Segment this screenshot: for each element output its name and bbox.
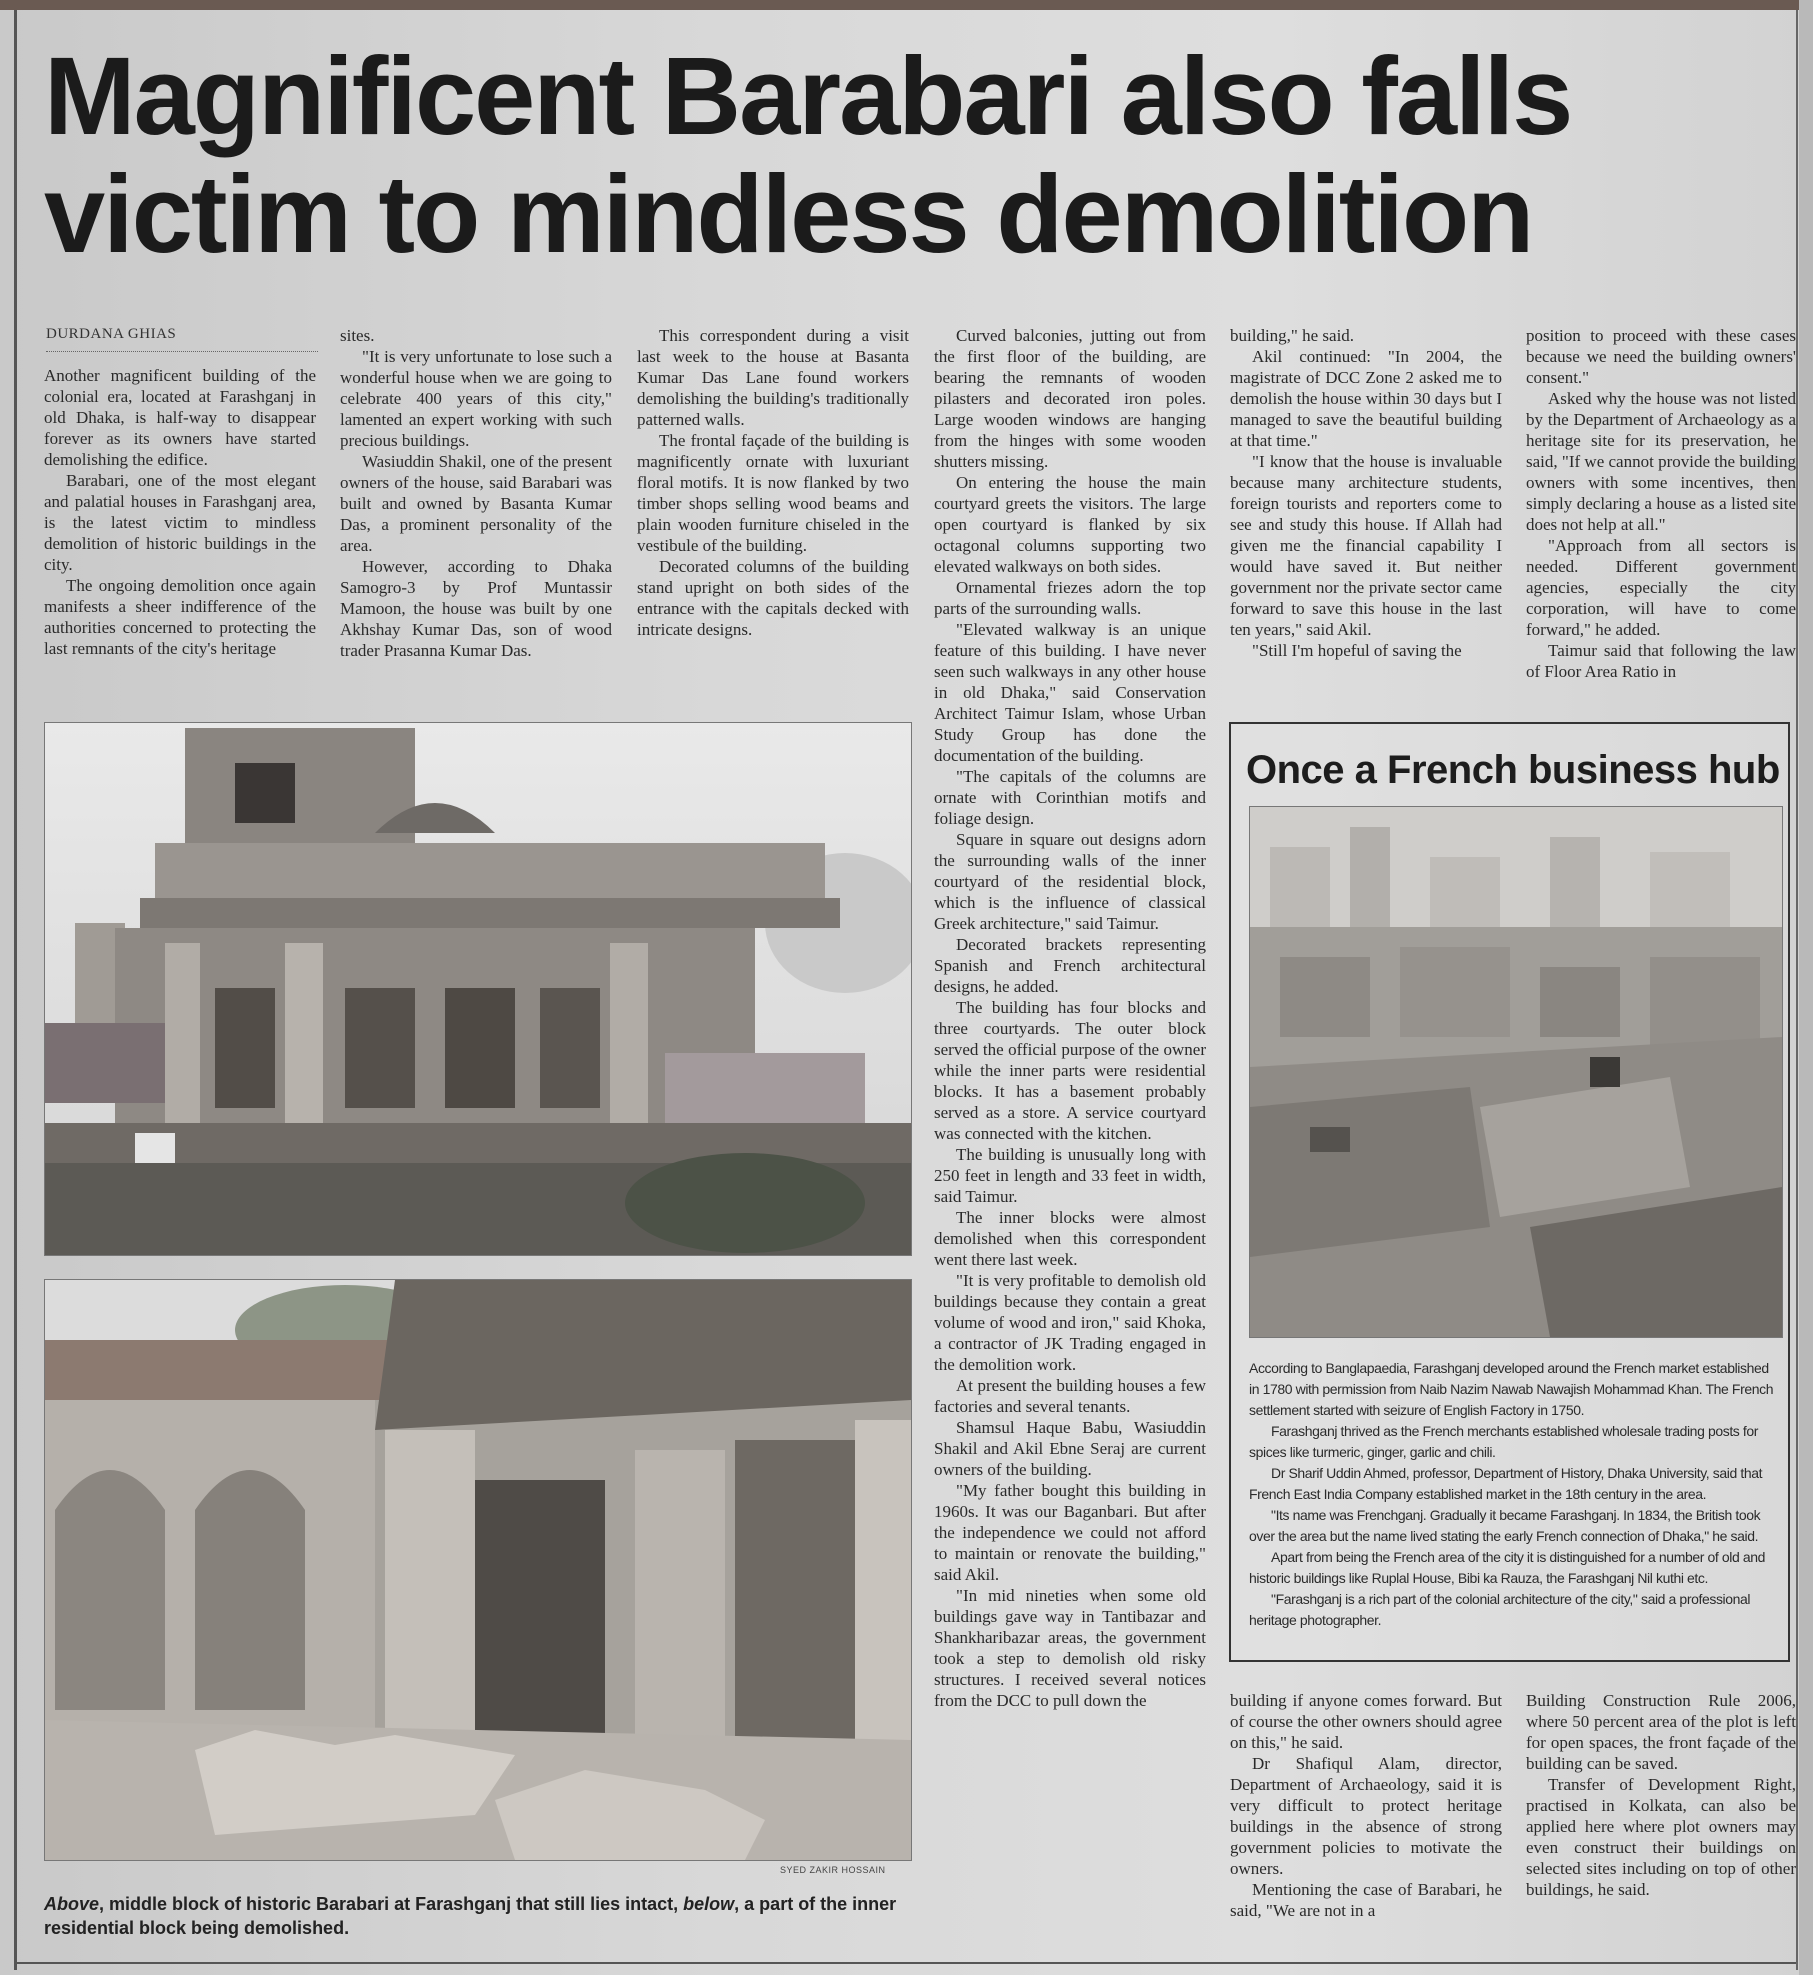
paragraph: Mentioning the case of Barabari, he said, "We are not in a <box>1230 1880 1502 1920</box>
paragraph: "Still I'm hopeful of saving the <box>1252 641 1462 660</box>
right-rule <box>1796 10 1798 1970</box>
paragraph: Asked why the house was not listed by the Department of Archaeology as a heritage site for its preservation, he said, "If we cannot provide the building owners with some incentives, then simply declaring a house as a listed site does not help at all." <box>1526 389 1796 534</box>
column-6-top <box>1526 325 1796 682</box>
paragraph: Ornamental friezes adorn the top parts of the surrounding walls. <box>934 578 1206 618</box>
sidebar-paragraph: Farashganj thrived as the French merchants established wholesale trading posts for spices like turmeric, ginger, garlic and chili. <box>1249 1423 1759 1460</box>
paragraph: Square in square out designs adorn the surrounding walls of the inner courtyard of the residential block, which is the influence of classical Greek architecture," said Taimur. <box>934 830 1206 933</box>
paragraph: Shamsul Haque Babu, Wasiuddin Shakil and Akil Ebne Seraj are current owners of the building. <box>934 1418 1206 1479</box>
caption-below-word: below <box>683 1894 735 1914</box>
paragraph: The ongoing demolition once again manifests a sheer indifference of the authorities concerned to protecting the last remnants of the city's heritage <box>44 576 316 658</box>
paragraph: "My father bought this building in 1960s. It was our Baganbari. But after the independence we could not afford to maintain or renovate the building," said Akil. <box>934 1481 1206 1584</box>
paragraph: "The capitals of the columns are ornate with Corinthian motifs and foliage design. <box>934 767 1206 828</box>
paragraph: "Elevated walkway is an unique feature of this building. I have never seen such walkways in any other house in old Dhaka," said Conservation Architect Taimur Islam, whose Urban Study Group has done the documentation of the building. <box>934 620 1206 765</box>
byline: DURDANA GHIAS <box>46 326 318 352</box>
paragraph: "It is very unfortunate to lose such a wonderful house when we are going to celebrate 400 years of this city," lamented an expert working with such precious buildings. <box>340 347 612 450</box>
column-5-bottom <box>1230 1690 1502 1921</box>
paragraph: Decorated columns of the building stand upright on both sides of the entrance with the capitals decked with intricate designs. <box>637 557 909 639</box>
paragraph: The building is unusually long with 250 feet in length and 33 feet in width, said Taimur. <box>934 1145 1206 1206</box>
column-5-top <box>1230 325 1502 661</box>
paragraph: This correspondent during a visit last week to the house at Basanta Kumar Das Lane found workers demolishing the building's traditionally patterned walls. <box>637 326 909 429</box>
sidebar-text <box>1249 1358 1781 1631</box>
paragraph: Another magnificent building of the colonial era, located at Farashganj in old Dhaka, is half-way to disappear forever as its owners have started demolishing the edifice. <box>44 366 316 469</box>
paragraph: "In mid nineties when some old buildings gave way in Tantibazar and Shankharibazar areas, the government took a step to demolish old risky structures. I received several notices from the DCC to pull down the <box>934 1586 1206 1710</box>
top-edge-band <box>0 0 1813 10</box>
column-2 <box>340 325 612 661</box>
photo-credit: SYED ZAKIR HOSSAIN <box>780 1865 886 1875</box>
photo-caption <box>44 1892 914 1940</box>
paragraph: Wasiuddin Shakil, one of the present owners of the house, said Barabari was built and owned by Basanta Kumar Das, a prominent personality of the area. <box>340 452 612 555</box>
sidebar-paragraph: Dr Sharif Uddin Ahmed, professor, Department of History, Dhaka University, said that French East India Company established market in the 18th century in the area. <box>1249 1465 1763 1502</box>
column-3 <box>637 325 909 640</box>
paragraph: Curved balconies, jutting out from the first floor of the building, are bearing the remnants of wooden pilasters and decorated iron poles. Large wooden windows are hanging from the hinges with some wooden shutters missing. <box>934 326 1206 471</box>
caption-text-2: , a part of the inner residential block being demolished. <box>44 1894 897 1938</box>
paragraph: Barabari, one of the most elegant and palatial houses in Farashganj area, is the latest victim to mindless demolition of historic buildings in the city. <box>44 471 316 574</box>
paragraph: Taimur said that following the law of Floor Area Ratio in <box>1526 641 1796 681</box>
paragraph: "It is very profitable to demolish old buildings because they contain a great volume of wood and iron," said Khoka, a contractor of JK Trading engaged in the demolition work. <box>934 1271 1206 1374</box>
paragraph: Decorated brackets representing Spanish and French architectural designs, he added. <box>934 935 1206 996</box>
paragraph: The inner blocks were almost demolished when this correspondent went there last week. <box>934 1208 1206 1269</box>
paragraph: At present the building houses a few factories and several tenants. <box>934 1376 1206 1416</box>
paragraph: Transfer of Development Right, practised in Kolkata, can also be applied here where plot owners may even construct their buildings on selected sites including on top of other buildings, he said. <box>1526 1775 1796 1899</box>
sidebar-paragraph: According to Banglapaedia, Farashganj developed around the French market established in 1780 with permission from Naib Nazim Nawab Nawajish Mohammad Khan. The French settlement started with seizure of English Factory in 1750. <box>1249 1360 1774 1418</box>
left-rule <box>14 10 17 1970</box>
photo-middle-block <box>44 722 912 1256</box>
paragraph: building if anyone comes forward. But of course the other owners should agree on this," he said. <box>1230 1691 1502 1752</box>
headline: Magnificent Barabari also falls victim to mindless demolition <box>44 35 1572 276</box>
caption-above-word: Above <box>44 1894 100 1914</box>
paragraph: position to proceed with these cases because we need the building owners' consent." <box>1526 326 1796 387</box>
sidebar-paragraph: "Its name was Frenchganj. Gradually it became Farashganj. In 1834, the British took over the area but the name lived stating the early French connection of Dhaka," he said. <box>1249 1507 1761 1544</box>
paragraph: However, according to Dhaka Samogro-3 by Prof Muntassir Mamoon, the house was built by one Akhshay Kumar Das, son of wood trader Prasanna Kumar Das. <box>340 557 612 660</box>
paragraph: Building Construction Rule 2006, where 50 percent area of the plot is left for open spaces, the front façade of the building can be saved. <box>1526 1691 1796 1773</box>
sidebar-paragraph: "Farashganj is a rich part of the colonial architecture of the city," said a professional heritage photographer. <box>1249 1591 1751 1628</box>
caption-text-1: , middle block of historic Barabari at Farashganj that still lies intact, <box>99 1894 684 1914</box>
sidebar-paragraph: Apart from being the French area of the city it is distinguished for a number of old and historic buildings like Ruplal House, Bibi ka Rauza, the Farashganj Nil kuthi etc. <box>1249 1549 1765 1586</box>
paragraph: The frontal façade of the building is magnificently ornate with luxuriant floral motifs. It is now flanked by two timber shops selling wood beams and plain wooden furniture chiseled in the vestibule of the building. <box>637 431 909 555</box>
sidebar-title: Once a French business hub <box>1246 748 1780 792</box>
column-4 <box>934 325 1206 1711</box>
paragraph: building," he said. <box>1230 326 1355 345</box>
column-1 <box>44 365 316 659</box>
photo-demolition <box>44 1279 912 1861</box>
paragraph: "Approach from all sectors is needed. Different government agencies, especially the city corporation, will have to come forward," he added. <box>1526 536 1796 639</box>
paragraph: sites. <box>340 326 375 345</box>
bottom-rule <box>14 1962 1796 1964</box>
paragraph: "I know that the house is invaluable because many architecture students, foreign tourists and reporters come to see and study this house. If Allah had given me the financial capability I would have saved it. But neither government nor the private sector came forward to save this house in the last ten years," said Akil. <box>1230 452 1502 639</box>
paragraph: Dr Shafiqul Alam, director, Department of Archaeology, said it is very difficult to protect heritage buildings in the absence of strong government policies to motivate the owners. <box>1230 1754 1502 1878</box>
paragraph: The building has four blocks and three courtyards. The outer block served the official purpose of the owner while the inner parts were residential blocks. It has a basement probably served as a store. A service courtyard was connected with the kitchen. <box>934 998 1206 1143</box>
page-edge <box>1799 0 1813 1975</box>
photo-farashganj-rooftops <box>1249 806 1783 1338</box>
column-6-bottom <box>1526 1690 1796 1900</box>
paragraph: Akil continued: "In 2004, the magistrate of DCC Zone 2 asked me to demolish the house within 30 days but I managed to save the beautiful building at that time." <box>1230 347 1502 450</box>
paragraph: On entering the house the main courtyard greets the visitors. The large open courtyard is flanked by six octagonal columns supporting two elevated walkways on both sides. <box>934 473 1206 576</box>
